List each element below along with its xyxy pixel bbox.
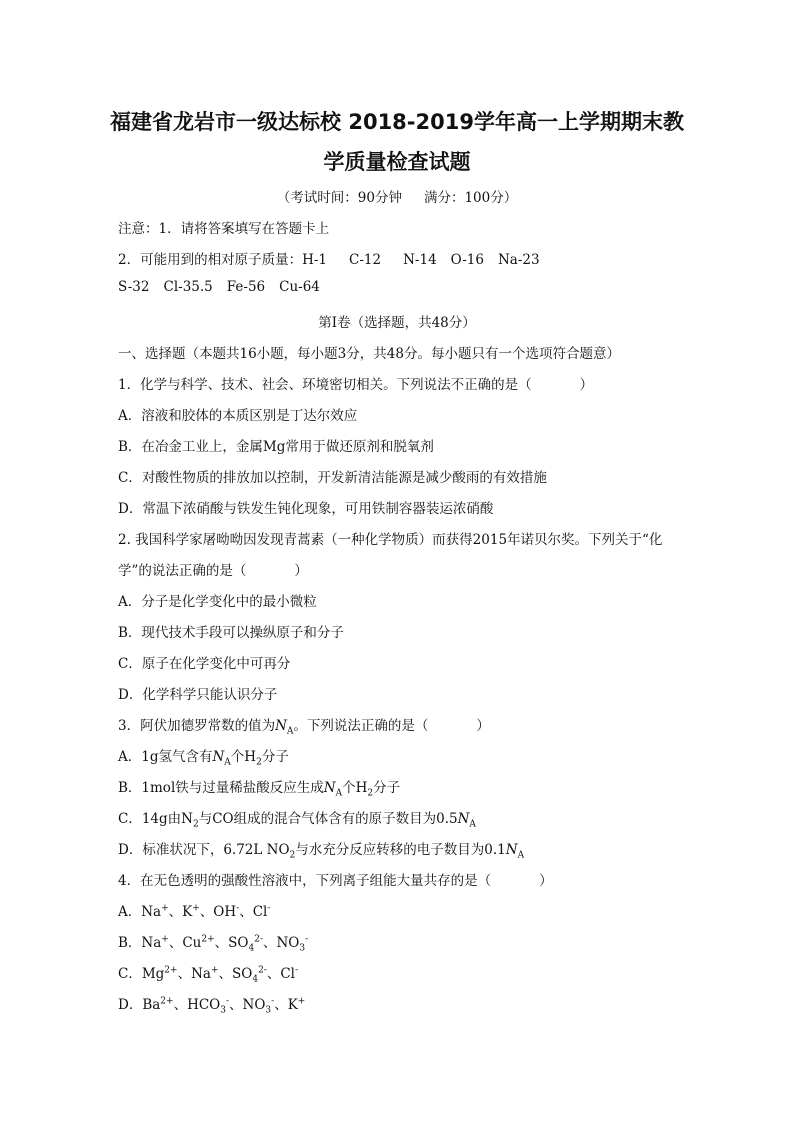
question-1-option-d: D．常温下浓硝酸与铁发生钝化现象，可用铁制容器装运浓硝酸: [118, 501, 494, 517]
question-3-option-d: D．标准状况下，6.72L $NO_2$与水充分反应转移的电子数目为$0.1N_A$: [118, 842, 525, 861]
question-4-option-b: B．Na+、$Cu^{2+}$、$SO_4^{2-}$、$NO_3^-$: [118, 934, 309, 954]
mass-h: H-1: [302, 252, 328, 268]
exam-time: （考试时间：90分钟: [276, 190, 402, 206]
exam-meta: [0, 186, 794, 206]
question-4-option-d: D．$Ba^{2+}$、$HCO_3^-$、$NO_3^-$、K+: [118, 996, 306, 1016]
question-4-option-c: C．$Mg^{2+}$、Na+、$SO_4^{2-}$、Cl-: [118, 965, 299, 985]
question-2-option-d: D．化学科学只能认识分子: [118, 687, 278, 703]
question-2-option-c: C．原子在化学变化中可再分: [118, 656, 291, 672]
question-3-option-c: C．14g由$N_2$与CO组成的混合气体含有的原子数目为$0.5N_A$: [118, 811, 476, 830]
mass-cu: Cu-64: [279, 279, 320, 295]
mass-c: C-12: [349, 252, 382, 268]
question-2-option-a: A．分子是化学变化中的最小微粒: [118, 594, 317, 610]
mass-n: N-14: [403, 252, 437, 268]
exam-title-line-1: 福建省龙岩市一级达标校 2018-2019学年高一上学期期末教: [110, 110, 684, 134]
mass-cl: Cl-35.5: [163, 279, 213, 295]
exam-title-line-2: 学质量检查试题: [323, 150, 471, 174]
note-1: 注意：1．请将答案填写在答题卡上: [118, 221, 330, 237]
mass-fe: Fe-56: [226, 279, 266, 295]
question-3-stem: 3．阿伏加德罗常数的值为$N_A$。下列说法正确的是（ ）: [118, 718, 490, 737]
mass-na: Na-23: [497, 252, 540, 268]
note-2-continued: [118, 279, 320, 295]
question-1-option-a: A．溶液和胶体的本质区别是丁达尔效应: [118, 408, 358, 424]
question-2-option-b: B．现代技术手段可以操纵原子和分子: [118, 625, 344, 641]
mass-o: O-16: [450, 252, 484, 268]
question-4-stem: 4．在无色透明的强酸性溶液中，下列离子组能大量共存的是（ ）: [118, 873, 553, 889]
full-score: 满分：100分）: [423, 190, 518, 206]
question-2-stem-line-2: 学”的说法正确的是（ ）: [118, 563, 308, 579]
question-1-option-c: C．对酸性物质的排放加以控制，开发新清洁能源是减少酸雨的有效措施: [118, 470, 547, 486]
question-2-stem-line-1: 2. 我国科学家屠呦呦因发现青蒿素（一种化学物质）而获得2015年诺贝尔奖。下列关于“化: [118, 532, 663, 548]
note-2: 2．可能用到的相对原子质量：H-1 C-12 N-14 O-16 Na-23: [118, 252, 540, 268]
question-1-option-b: B．在冶金工业上，金属Mg常用于做还原剂和脱氧剂: [118, 439, 434, 455]
mass-s: S-32: [118, 279, 150, 295]
section-title: 第Ⅰ卷（选择题，共48分）: [318, 315, 476, 331]
question-3-option-b: B．1mol铁与过量稀盐酸反应生成$N_A$个$H_2$分子: [118, 780, 401, 799]
question-1-stem: 1．化学与科学、技术、社会、环境密切相关。下列说法不正确的是（ ）: [118, 377, 594, 393]
question-3-option-a: A．1g氢气含有$N_A$个$H_2$分子: [118, 749, 289, 768]
question-4-option-a: A．Na+、K+、OH-、Cl-: [118, 903, 271, 920]
section-instructions: 一、选择题（本题共16小题，每小题3分，共48分。每小题只有一个选项符合题意）: [118, 346, 620, 362]
